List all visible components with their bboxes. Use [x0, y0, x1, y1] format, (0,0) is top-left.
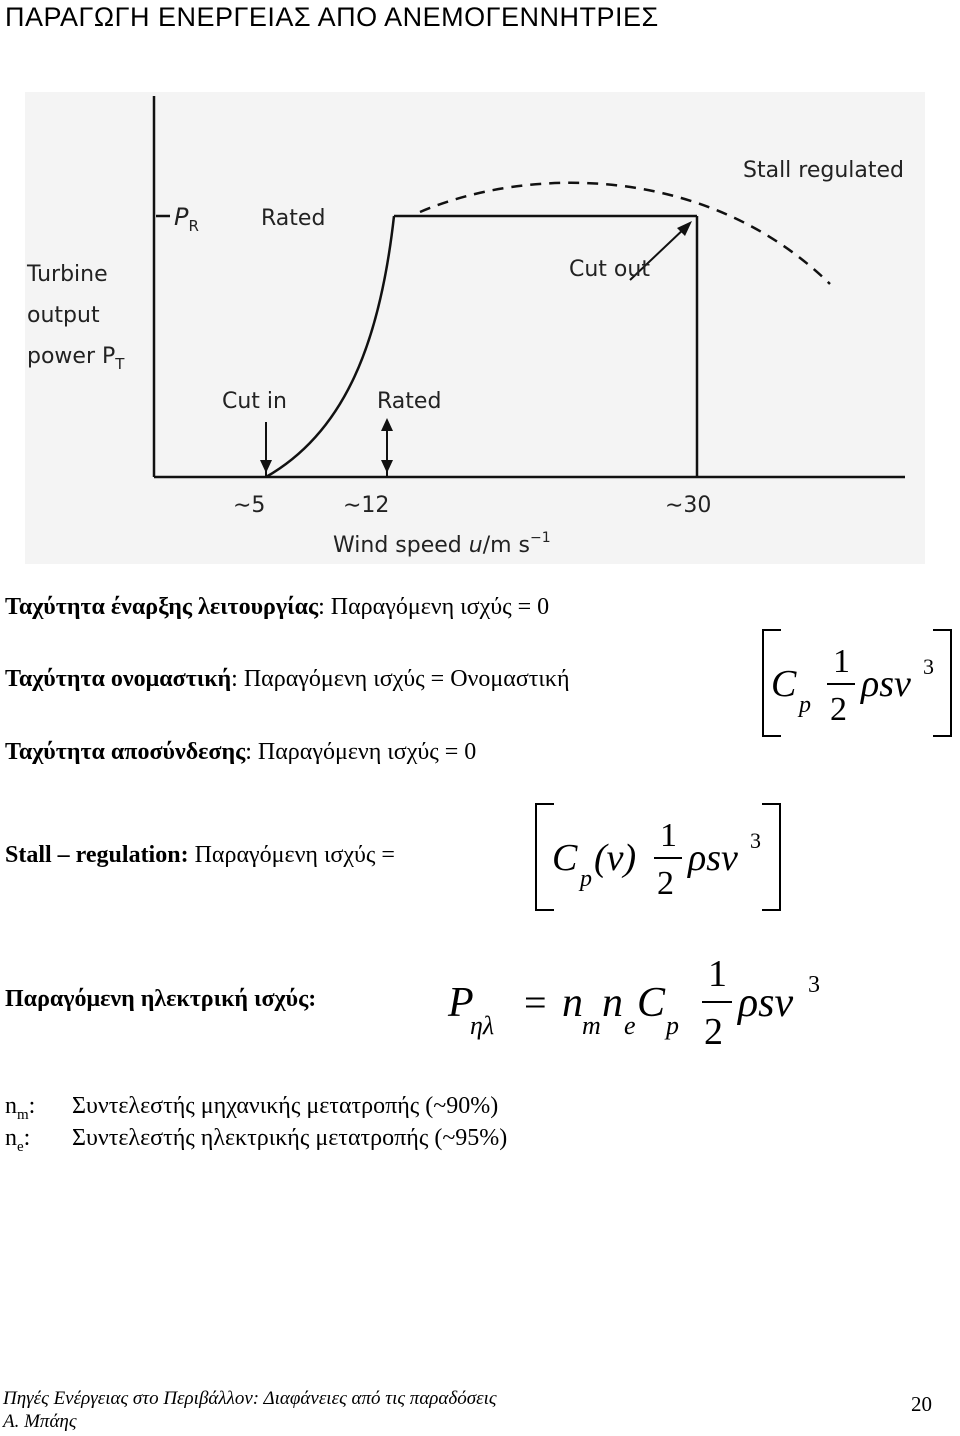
formula-stall-v-arg: (v) [594, 837, 637, 879]
formula-stall-rho-s-v: ρsv [688, 837, 738, 879]
line-cut-out [5, 739, 476, 766]
ylabel-line-3: power $P_T$ [27, 344, 125, 373]
formula-stall-cube: 3 [750, 828, 761, 853]
formula-electric-n2: n [602, 980, 623, 1026]
formula-stall-c: C [552, 837, 578, 879]
ylabel-line-2: output [27, 303, 100, 328]
formula-electric-rho-s-v: ρsv [738, 980, 794, 1026]
formula-power-right-bracket [933, 630, 951, 736]
x-axis-label: Wind speed u/m $s^{-1}$ [333, 530, 551, 558]
formula-electric-eta-lambda: ηλ [470, 1011, 495, 1040]
line-rated [5, 666, 570, 693]
power-curve-figure [25, 92, 925, 564]
formula-electric-one: 1 [708, 953, 727, 995]
formula-power-p: p [799, 692, 811, 718]
formula-electric-two: 2 [704, 1011, 723, 1053]
formula-electric-e: e [624, 1011, 636, 1040]
cut-in-desc: : Παραγόμενη ισχύς = 0 [318, 594, 550, 620]
label-rated-top: Rated [261, 206, 326, 231]
page-number: 20 [911, 1392, 932, 1416]
formula-power-cube: 3 [923, 654, 934, 679]
formula-stall-right-bracket [762, 804, 780, 910]
nm-subscript: m [17, 1106, 29, 1123]
formula-power-rho-s-v: ρsv [861, 663, 911, 705]
ne-symbol: n [5, 1125, 17, 1151]
pr-label: $P_R$ [174, 203, 199, 235]
ne-colon: : [23, 1125, 31, 1151]
formula-electric-equals: = [524, 980, 547, 1025]
formula-stall [528, 800, 788, 916]
formula-electric-p-sub: p [666, 1011, 679, 1040]
line-electric-power [5, 986, 316, 1013]
cut-out-desc: : Παραγόμενη ισχύς = 0 [245, 739, 477, 765]
footer-author: Α. Μπάης [3, 1411, 77, 1432]
cut-out-term: Ταχύτητα αποσύνδεσης [5, 739, 246, 765]
formula-stall-two: 2 [657, 865, 674, 902]
formula-power [757, 626, 957, 742]
stall-desc: Παραγόμενη ισχύς = [188, 842, 395, 868]
nm-colon: : [28, 1093, 36, 1119]
page-title: ΠΑΡΑΓΩΓΗ ΕΝΕΡΓΕΙΑΣ ΑΠΟ ΑΝΕΜΟΓΕΝΝΗΤΡΙΕΣ [5, 2, 659, 32]
formula-electric-m: m [582, 1011, 601, 1040]
formula-power-one: 1 [833, 643, 850, 680]
stall-term: Stall – regulation: [5, 842, 189, 868]
ne-subscript: e [17, 1138, 24, 1155]
tick-label-12: ∼12 [343, 493, 390, 518]
formula-electric-cube: 3 [808, 972, 820, 998]
ylabel-line-1: Turbine [27, 262, 108, 287]
label-cut-out: Cut out [569, 257, 650, 282]
rated-term: Ταχύτητα ονομαστική [5, 666, 232, 692]
formula-electric-c: C [637, 980, 666, 1026]
formula-stall-p: p [580, 866, 592, 892]
label-rated-bottom: Rated [377, 389, 442, 414]
nm-symbol: n [5, 1093, 17, 1119]
formula-electric-n1: n [562, 980, 583, 1026]
tick-label-5: ∼5 [233, 493, 266, 518]
nm-description: Συντελεστής μηχανικής μετατροπής (~90%) [72, 1093, 499, 1119]
formula-power-c: C [771, 663, 797, 705]
rated-desc: : Παραγόμενη ισχύς = Ονομαστική [231, 666, 570, 692]
formula-power-two: 2 [830, 691, 847, 728]
cut-in-term: Ταχύτητα έναρξης λειτουργίας [5, 594, 319, 620]
ne-description: Συντελεστής ηλεκτρικής μετατροπής (~95%) [72, 1125, 508, 1151]
line-ne-definition [5, 1125, 30, 1156]
label-cut-in: Cut in [222, 389, 287, 414]
electric-power-term: Παραγόμενη ηλεκτρική ισχύς: [5, 986, 317, 1012]
formula-electric-p: P [448, 980, 474, 1026]
formula-electric [440, 940, 840, 1070]
label-stall-regulated: Stall regulated [743, 158, 905, 183]
formula-stall-one: 1 [660, 817, 677, 854]
line-cut-in [5, 594, 549, 621]
footer-source: Πηγές Ενέργειας στο Περιβάλλον: Διαφάνειες από τις παραδόσεις [3, 1388, 497, 1409]
tick-label-30: ∼30 [665, 493, 712, 518]
line-nm-definition [5, 1093, 35, 1124]
line-stall-regulation [5, 842, 395, 869]
